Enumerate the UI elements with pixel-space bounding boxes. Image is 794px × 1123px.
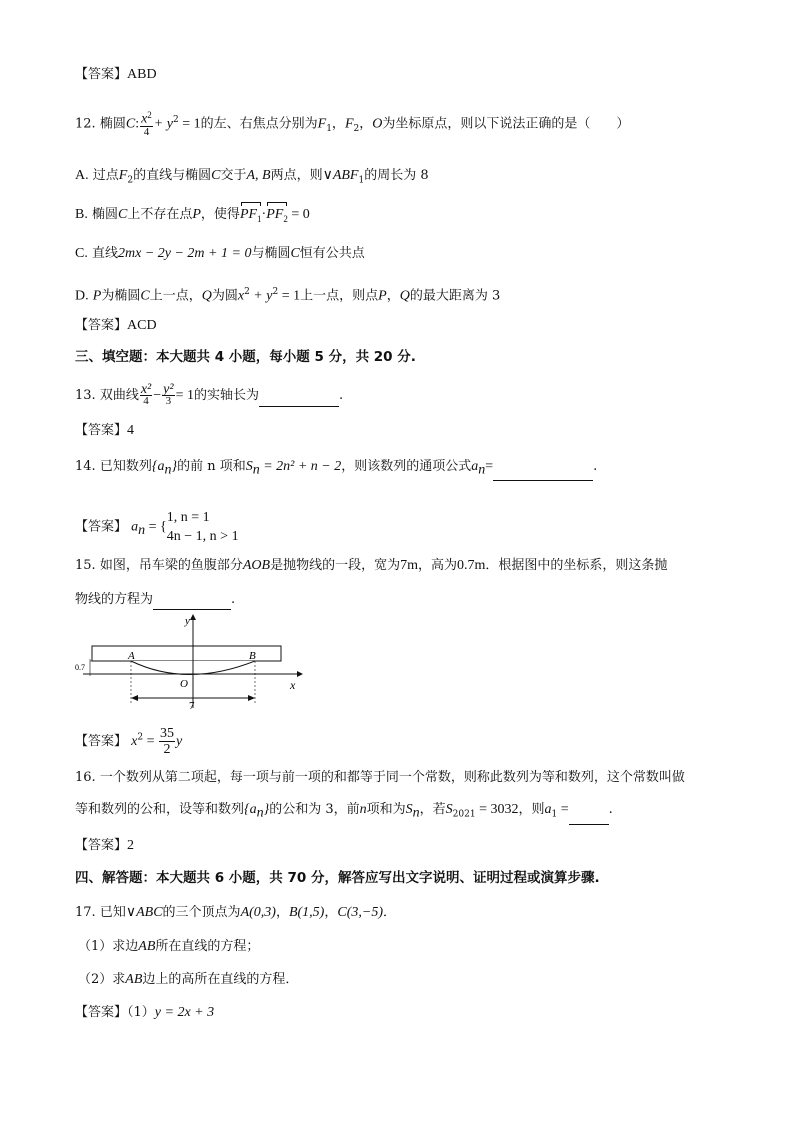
q-text: ， [359,116,373,132]
option-label: C. [75,246,88,261]
q-text: 上一点，则点 [300,288,379,304]
sub: 2021 [452,809,476,820]
question-13 [75,384,343,407]
math: a [544,802,552,817]
q-text: 如图，吊车梁的鱼腹部分 [99,558,243,573]
math: + y [249,288,273,304]
math: a [471,459,479,474]
q-text: ， [275,905,289,920]
q-text: . [231,592,236,607]
math: = 1 [175,388,194,403]
math: S [245,459,253,474]
math: } [263,802,270,817]
q-text: ，则该数列的通项公式 [341,459,472,474]
fraction [159,726,175,757]
question-14 [75,457,597,481]
math: 4 [143,125,150,138]
question-16 [75,768,685,788]
math: P [378,288,387,304]
math: C [125,116,136,132]
q-text: 等和数列的公和，设等和数列 [75,802,245,817]
sup: 2 [172,115,179,125]
x-label: x [290,678,296,692]
piecewise-cases [167,508,239,546]
math: A, B [246,168,271,183]
sub: 1 [326,123,332,134]
math: y = 2x + 3 [154,1005,215,1020]
q-text: 的周长为 8 [364,168,429,183]
question-number: 16. [75,770,96,785]
q-text: 的前 n 项和 [177,459,246,474]
case: 1, n = 1 [166,510,210,525]
math: x [237,288,245,304]
q-text: 的左、右焦点分别为 [200,116,318,132]
answer-value: ACD [127,318,157,333]
section-title: 四、解答题：本大题共 6 小题，共 70 分，解答应写出文字说明、证明过程或演算步骤. [75,870,600,886]
question-number: 14. [75,459,96,474]
q-text: ， [324,905,338,920]
answer-label: 【答案】 [75,838,128,853]
q-text: 的直线与椭圆 [133,168,212,183]
q-text: 为坐标原点，则以下说法正确的是（ ） [382,116,630,132]
q-text: . [339,388,344,403]
question-15 [75,556,667,576]
sup: 2 [147,110,152,120]
dim-arrow-right [248,695,255,701]
question-number: 13. [75,388,96,403]
q-text: ，若 [419,802,446,817]
sub: n [252,462,260,478]
math: PF [266,207,284,222]
q-text: 边上的高所在直线的方程． [142,972,299,987]
point-b-label: B [249,650,256,662]
q-text: （1）求边 [78,939,139,954]
math: C [211,168,221,183]
sub: 1 [257,213,262,224]
math: 4 [143,395,149,407]
sup: 2 [244,287,250,297]
q-text: 与椭圆 [251,246,291,261]
q-text: 一个数列从第二项起，每一项与前一项的和都等于同一个常数，则称此数列为等和数列，这个常数叫做 [99,770,685,785]
math: 2 [163,742,171,757]
fraction [162,384,174,407]
q-text: ， [386,288,400,304]
q-text: 交于 [220,168,247,183]
vector-pf1 [240,205,262,229]
math: F [118,168,128,183]
section-title: 三、填空题：本大题共 4 小题，每小题 5 分，共 20 分. [75,349,416,365]
option-label: A. [75,168,89,183]
q-text: . [608,802,613,817]
vector-pf2 [266,205,288,229]
math: = [557,802,569,817]
sub: n [138,523,146,539]
sub: 2 [283,213,288,224]
q-text: 的三个顶点为 [162,905,241,920]
answer-12 [75,316,157,336]
section-4-heading [75,868,600,889]
question-15-cont [75,590,235,610]
math: = 2n² + n − 2 [259,459,342,474]
option-a [75,166,429,191]
math: C [290,246,300,261]
q-text: ，高为 [417,558,457,573]
answer-label: 【答案】 [75,67,128,82]
q-text: （1） [127,1005,155,1020]
question-number: 15. [75,558,96,573]
q-text: 的最大距离为 3 [409,288,501,304]
math: = { [145,519,167,535]
figure-15 [75,612,310,712]
origin-label: O [180,678,188,690]
answer-15 [75,726,182,757]
option-b [75,205,310,229]
sub: n [256,805,264,821]
sup: 2 [272,287,279,297]
math: F [344,116,354,132]
q-text: 过点 [92,168,119,183]
math: C(3,−5) [337,905,383,920]
math: ∨ABF [322,168,359,183]
width-label: 7 [189,700,195,712]
math: 35 [160,726,175,741]
answer-11 [75,65,157,85]
height-label: 0.7 [75,663,85,672]
math: Q [399,288,410,304]
math: AB [125,972,143,987]
sub: n [478,462,486,478]
sub: n [412,805,420,821]
math: AB [138,939,156,954]
section-3-heading [75,347,416,368]
q-text: ，使得 [200,207,240,222]
math: + y [153,116,173,132]
math: x [131,734,138,749]
question-number: 17. [75,905,96,920]
math: 3 [165,395,172,407]
answer-label: 【答案】 [75,734,128,749]
q-text: 恒有公共点 [299,246,365,261]
q-text: ，则 [518,802,545,817]
math: 0.7m [456,558,486,573]
q-text: 椭圆 [91,207,118,222]
x-axis-arrow [297,671,303,677]
q-text: 物线的方程为 [75,592,154,607]
q-text: ． [382,905,396,920]
math: {a [151,459,165,474]
q-text: 为椭圆 [101,288,141,304]
sup: 2 [137,732,144,743]
answer-label: 【答案】 [75,1005,128,1020]
q-text: 直线 [91,246,118,261]
q-text: 上一点， [149,288,202,304]
question-17 [75,903,396,923]
answer-blank[interactable] [259,392,339,407]
q-text: 的实轴长为 [194,388,260,403]
math: F [317,116,327,132]
math: x [141,111,148,127]
q-text: 上不存在点 [127,207,193,222]
math: C [140,288,150,304]
q-text: 双曲线 [99,388,139,403]
math: · [261,207,267,222]
math: y² [163,382,174,397]
math: Q [201,288,212,304]
math: = 0 [287,207,310,222]
q-text: 所在直线的方程； [155,939,260,954]
answer-label: 【答案】 [75,423,128,438]
math: C [118,207,128,222]
math: = [143,734,159,749]
math: P [192,207,201,222]
question-12 [75,110,629,139]
point-a-label: A [128,650,135,662]
option-label: D. [75,288,89,304]
answer-blank[interactable] [493,466,593,481]
q-text: （2）求 [78,972,126,987]
fraction [140,110,153,138]
math: ∨ABC [125,905,163,920]
case: 4n − 1, n > 1 [166,529,239,544]
math: x² [140,382,152,397]
q-text: 已知 [99,905,126,920]
answer-value: 2 [127,838,135,853]
answer-label: 【答案】 [75,519,128,535]
q-text: 是抛物线的一段，宽为 [270,558,401,573]
math: S [445,802,453,817]
dim-arrow-left [131,695,138,701]
q-text: 项和为 [366,802,406,817]
answer-13 [75,421,134,441]
option-label: B. [75,207,88,222]
sub: 1 [551,809,558,820]
fraction [140,384,152,407]
question-number: 12. [75,116,96,132]
option-d [75,282,500,306]
math: S [405,802,413,817]
math: P [92,288,102,304]
math: y [176,734,183,749]
sub: 2 [353,123,360,134]
answer-blank[interactable] [153,595,231,610]
math: } [171,459,178,474]
q-text: . [593,459,598,474]
math: = 1 [178,116,201,132]
option-c [75,244,365,264]
question-17-part-2 [78,970,298,990]
answer-17 [75,1003,214,1023]
math: = 1 [278,288,301,304]
math: = [485,459,494,474]
sub: 2 [127,175,134,186]
math: B(1,5) [288,905,325,920]
math: A(0,3) [240,905,276,920]
q-text: 的公和为 3，前 [269,802,360,817]
math: {a [244,802,257,817]
math: 7m [400,558,418,573]
math: 2mx − 2y − 2m + 1 = 0 [118,246,252,261]
question-16-cont [75,800,613,825]
math: n [359,802,367,817]
math: PF [239,207,258,222]
y-label: y [185,615,190,627]
answer-label: 【答案】 [75,318,128,333]
q-text: 椭圆 [99,116,126,132]
math: a [131,519,139,535]
math: AOB [242,558,271,573]
y-axis-arrow [190,614,196,620]
math: : [135,116,140,132]
answer-16 [75,836,134,856]
math: − [153,388,162,403]
math: O [372,116,383,132]
answer-14 [75,508,239,546]
question-17-part-1 [78,937,259,957]
math: = 3032 [475,802,519,817]
answer-value: 4 [127,423,135,438]
sub: 1 [358,175,365,186]
sub: n [164,462,172,478]
q-text: 两点，则 [270,168,323,183]
answer-value: ABD [127,67,157,82]
answer-blank[interactable] [569,810,609,825]
q-text: ， [331,116,345,132]
q-text: ．根据图中的坐标系，则这条抛 [485,558,668,573]
q-text: 为圆 [211,288,238,304]
q-text: 已知数列 [99,459,152,474]
